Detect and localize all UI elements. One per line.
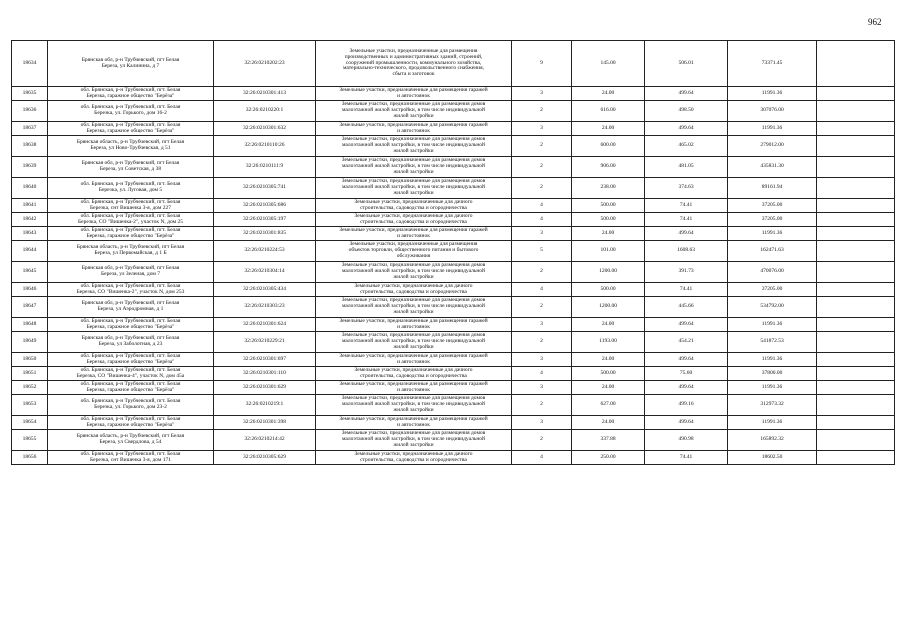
row-number: 18655	[12, 430, 48, 451]
row-number: 18642	[12, 213, 48, 227]
table-row	[12, 381, 895, 395]
cadastral-value-cell: 435831.30	[728, 157, 817, 178]
row-number: 18652	[12, 381, 48, 395]
table-row	[12, 318, 895, 332]
area-cell: 24.00	[572, 122, 645, 136]
group-cell: 4	[512, 199, 572, 213]
area-cell: 24.00	[572, 87, 645, 101]
row-number: 18644	[12, 241, 48, 262]
row-number: 18651	[12, 367, 48, 381]
empty-cell	[817, 353, 895, 367]
rate-cell: 499.64	[645, 381, 728, 395]
cadastral-value-cell: 73371.45	[728, 41, 817, 87]
empty-cell	[817, 297, 895, 318]
area-cell: 500.00	[572, 199, 645, 213]
land-purpose-cell: Земельные участки, предназначенные для дачного строительства, садоводства и огородничества	[316, 199, 512, 213]
address-cell: обл. Брянская, р-н Трубчевский, пгт. Белая Березка, гаражное общество "Берёза"	[48, 416, 214, 430]
rate-cell: 506.01	[645, 41, 728, 87]
cadastral-value-cell: 470076.00	[728, 262, 817, 283]
cadastral-value-cell: 37205.00	[728, 283, 817, 297]
group-cell: 2	[512, 178, 572, 199]
land-purpose-cell: Земельные участки, предназначенные для размещения объектов торговли, общественного питания и бытового обслуживания	[316, 241, 512, 262]
group-cell: 3	[512, 353, 572, 367]
empty-cell	[817, 430, 895, 451]
table-row	[12, 367, 895, 381]
land-purpose-cell: Земельные участки, предназначенные для размещения гаражей и автостоянок	[316, 87, 512, 101]
cadastral-value-cell: 162471.63	[728, 241, 817, 262]
rate-cell: 74.41	[645, 283, 728, 297]
row-number: 18653	[12, 395, 48, 416]
area-cell: 24.00	[572, 381, 645, 395]
empty-cell	[817, 227, 895, 241]
table-row	[12, 451, 895, 465]
row-number: 18656	[12, 451, 48, 465]
address-cell: обл. Брянская, р-н Трубчевский, пгт. Белая Березка, СО "Вишенка-4", участок N, дом 45а	[48, 367, 214, 381]
row-number: 18640	[12, 178, 48, 199]
address-cell: обл. Брянская, р-н Трубчевский, пгт. Белая Березка, гаражное общество "Берёза"	[48, 227, 214, 241]
table-row	[12, 157, 895, 178]
area-cell: 600.00	[572, 136, 645, 157]
cadastral-number-cell: 32:26:0210110:26	[214, 136, 316, 157]
table-row	[12, 41, 895, 87]
cadastral-value-cell: 541872.53	[728, 332, 817, 353]
address-cell: Брянская область, р-н Трубчевский, пгт Белая Береза, ул Свердлова, д 54	[48, 430, 214, 451]
address-cell: Брянская область, р-н Трубчевский, пгт Белая Береза, ул Первомайская, д 1 Б	[48, 241, 214, 262]
cadastral-value-cell: 534792.00	[728, 297, 817, 318]
address-cell: обл. Брянская, р-н Трубчевский, пгт. Белая Березка, гаражное общество "Берёза"	[48, 122, 214, 136]
cadastral-value-cell: 11991.36	[728, 122, 817, 136]
table-row	[12, 241, 895, 262]
row-number: 18641	[12, 199, 48, 213]
row-number: 18635	[12, 87, 48, 101]
empty-cell	[817, 101, 895, 122]
address-cell: Брянская обл, р-н Трубчевский, пгт Белая Береза, ул Аэродромная, д 1	[48, 297, 214, 318]
cadastral-number-cell: 32:26:0210229:21	[214, 332, 316, 353]
address-cell: Брянская область, р-н Трубчевский, пгт Белая Береза, ул Ново-Трубчевская, д 51	[48, 136, 214, 157]
land-purpose-cell: Земельные участки, предназначенные для размещения домов малоэтажной жилой застройки, в том числе индивидуальной жилой застройки	[316, 332, 512, 353]
table-body	[12, 41, 895, 465]
area-cell: 627.00	[572, 395, 645, 416]
area-cell: 616.00	[572, 101, 645, 122]
row-number: 18645	[12, 262, 48, 283]
empty-cell	[817, 332, 895, 353]
row-number: 18643	[12, 227, 48, 241]
group-cell: 2	[512, 262, 572, 283]
cadastral-number-cell: 32:26:0210301:413	[214, 87, 316, 101]
cadastral-number-cell: 32:26:0210224:53	[214, 241, 316, 262]
rate-cell: 499.16	[645, 395, 728, 416]
row-number: 18637	[12, 122, 48, 136]
group-cell: 5	[512, 241, 572, 262]
rate-cell: 499.64	[645, 353, 728, 367]
area-cell: 500.00	[572, 213, 645, 227]
address-cell: обл. Брянская, р-н Трубчевский, пгт. Белая Березка, гаражное общество "Берёза"	[48, 381, 214, 395]
address-cell: обл. Брянская, р-н Трубчевский, пгт. Белая Березка, ул. Горького, дом 23-2	[48, 395, 214, 416]
land-purpose-cell: Земельные участки, предназначенные для размещения домов малоэтажной жилой застройки, в том числе индивидуальной жилой застройки	[316, 430, 512, 451]
cadastral-value-cell: 37800.00	[728, 367, 817, 381]
group-cell: 2	[512, 136, 572, 157]
group-cell: 4	[512, 213, 572, 227]
address-cell: обл. Брянская, р-н Трубчевский, пгт. Белая Березка, ул. Горького, дом 16-2	[48, 101, 214, 122]
empty-cell	[817, 41, 895, 87]
group-cell: 2	[512, 157, 572, 178]
group-cell: 2	[512, 297, 572, 318]
land-purpose-cell: Земельные участки, предназначенные для размещения гаражей и автостоянок	[316, 227, 512, 241]
cadastral-number-cell: 32:26:0210305:197	[214, 213, 316, 227]
cadastral-number-cell: 32:26:0210305:741	[214, 178, 316, 199]
empty-cell	[817, 381, 895, 395]
cadastral-value-cell: 18602.50	[728, 451, 817, 465]
cadastral-number-cell: 32:26:0210301:629	[214, 381, 316, 395]
address-cell: обл. Брянская, р-н Трубчевский, пгт. Белая Березка, гаражное общество "Берёза"	[48, 318, 214, 332]
group-cell: 3	[512, 318, 572, 332]
area-cell: 906.00	[572, 157, 645, 178]
cadastral-value-cell: 11991.36	[728, 87, 817, 101]
cadastral-value-cell: 11991.36	[728, 353, 817, 367]
rate-cell: 74.41	[645, 451, 728, 465]
table-row	[12, 430, 895, 451]
cadastral-number-cell: 32:26:0210304:14	[214, 262, 316, 283]
cadastral-value-cell: 279012.00	[728, 136, 817, 157]
land-purpose-cell: Земельные участки, предназначенные для размещения домов малоэтажной жилой застройки, в том числе индивидуальной жилой застройки	[316, 395, 512, 416]
land-purpose-cell: Земельные участки, предназначенные для размещения гаражей и автостоянок	[316, 353, 512, 367]
address-cell: обл. Брянская, р-н Трубчевский, пгт. Белая Березка, гаражное общество "Берёза"	[48, 353, 214, 367]
cadastral-value-cell: 11991.36	[728, 318, 817, 332]
group-cell: 9	[512, 41, 572, 87]
group-cell: 3	[512, 87, 572, 101]
rate-cell: 74.41	[645, 213, 728, 227]
cadastral-number-cell: 32:26:0210214:42	[214, 430, 316, 451]
empty-cell	[817, 87, 895, 101]
empty-cell	[817, 199, 895, 213]
row-number: 18650	[12, 353, 48, 367]
cadastral-number-cell: 32:26:0210305:434	[214, 283, 316, 297]
cadastral-value-cell: 307076.00	[728, 101, 817, 122]
table-row	[12, 416, 895, 430]
table-row	[12, 353, 895, 367]
area-cell: 1193.00	[572, 332, 645, 353]
group-cell: 4	[512, 283, 572, 297]
empty-cell	[817, 416, 895, 430]
empty-cell	[817, 157, 895, 178]
empty-cell	[817, 136, 895, 157]
land-purpose-cell: Земельные участки, предназначенные для дачного строительства, садоводства и огородничества	[316, 213, 512, 227]
row-number: 18646	[12, 283, 48, 297]
address-cell: обл. Брянская, р-н Трубчевский, пгт. Белая Березка, снт Вишенка 3-я, дом 227	[48, 199, 214, 213]
rate-cell: 499.64	[645, 318, 728, 332]
area-cell: 238.00	[572, 178, 645, 199]
cadastral-number-cell: 32:26:0210111:9	[214, 157, 316, 178]
empty-cell	[817, 395, 895, 416]
cadastral-number-cell: 32:26:0210220:1	[214, 101, 316, 122]
empty-cell	[817, 262, 895, 283]
land-purpose-cell: Земельные участки, предназначенные для размещения домов малоэтажной жилой застройки, в том числе индивидуальной жилой застройки	[316, 178, 512, 199]
empty-cell	[817, 318, 895, 332]
rate-cell: 499.64	[645, 416, 728, 430]
land-purpose-cell: Земельные участки, предназначенные для размещения домов малоэтажной жилой застройки, в том числе индивидуальной жилой застройки	[316, 262, 512, 283]
rate-cell: 391.73	[645, 262, 728, 283]
cadastral-value-cell: 11991.36	[728, 416, 817, 430]
group-cell: 3	[512, 122, 572, 136]
address-cell: Брянская обл, р-н Трубчевский, пгт Белая Береза, ул Советская, д 38	[48, 157, 214, 178]
empty-cell	[817, 451, 895, 465]
group-cell: 2	[512, 395, 572, 416]
rate-cell: 499.64	[645, 87, 728, 101]
land-purpose-cell: Земельные участки, предназначенные для дачного строительства, садоводства и огородничества	[316, 367, 512, 381]
empty-cell	[817, 122, 895, 136]
group-cell: 2	[512, 430, 572, 451]
table-row	[12, 136, 895, 157]
rate-cell: 499.64	[645, 227, 728, 241]
table-row	[12, 178, 895, 199]
row-number: 18647	[12, 297, 48, 318]
cadastral-number-cell: 32:26:0210301:110	[214, 367, 316, 381]
rate-cell: 465.02	[645, 136, 728, 157]
table-row	[12, 395, 895, 416]
table-row	[12, 283, 895, 297]
row-number: 18636	[12, 101, 48, 122]
cadastral-value-cell: 312973.32	[728, 395, 817, 416]
cadastral-number-cell: 32:26:0210301:835	[214, 227, 316, 241]
cadastral-value-cell: 89161.94	[728, 178, 817, 199]
group-cell: 3	[512, 227, 572, 241]
land-purpose-cell: Земельные участки, предназначенные для размещения гаражей и автостоянок	[316, 416, 512, 430]
empty-cell	[817, 283, 895, 297]
row-number: 18648	[12, 318, 48, 332]
address-cell: Брянская обл, р-н Трубчевский, пгт Белая Береза, ул Калинина, д 7	[48, 41, 214, 87]
address-cell: обл. Брянская, р-н Трубчевский, пгт. Белая Березка, СО "Вишенка-2", участок N, дом 25	[48, 213, 214, 227]
area-cell: 500.00	[572, 283, 645, 297]
table-row	[12, 199, 895, 213]
rate-cell: 454.21	[645, 332, 728, 353]
rate-cell: 1608.63	[645, 241, 728, 262]
cadastral-value-cell: 37205.00	[728, 213, 817, 227]
land-purpose-cell: Земельные участки, предназначенные для размещения гаражей и автостоянок	[316, 318, 512, 332]
table-row	[12, 332, 895, 353]
cadastral-value-cell: 11991.36	[728, 381, 817, 395]
group-cell: 3	[512, 416, 572, 430]
land-purpose-cell: Земельные участки, предназначенные для дачного строительства, садоводства и огородничества	[316, 451, 512, 465]
rate-cell: 445.66	[645, 297, 728, 318]
table-row	[12, 101, 895, 122]
table-row	[12, 87, 895, 101]
cadastral-value-table	[11, 40, 895, 465]
group-cell: 4	[512, 367, 572, 381]
land-purpose-cell: Земельные участки, предназначенные для размещения домов малоэтажной жилой застройки, в том числе индивидуальной жилой застройки	[316, 101, 512, 122]
address-cell: обл. Брянская, р-н Трубчевский, пгт. Белая Березка, снт Вишенка 3-я, дом 171	[48, 451, 214, 465]
cadastral-number-cell: 32:26:0210301:697	[214, 353, 316, 367]
area-cell: 101.00	[572, 241, 645, 262]
land-purpose-cell: Земельные участки, предназначенные для дачного строительства, садоводства и огородничества	[316, 283, 512, 297]
row-number: 18638	[12, 136, 48, 157]
address-cell: обл. Брянская, р-н Трубчевский, пгт. Белая Березка, ул. Луговая, дом 5	[48, 178, 214, 199]
address-cell: Брянская обл, р-н Трубчевский, пгт Белая Береза, ул Зеленая, дом 7	[48, 262, 214, 283]
land-purpose-cell: Земельные участки, предназначенные для размещения гаражей и автостоянок	[316, 122, 512, 136]
land-purpose-cell: Земельные участки, предназначенные для размещения домов малоэтажной жилой застройки, в том числе индивидуальной жилой застройки	[316, 136, 512, 157]
area-cell: 1200.00	[572, 262, 645, 283]
address-cell: обл. Брянская, р-н Трубчевский, пгт. Белая Березка, гаражное общество "Берёза"	[48, 87, 214, 101]
area-cell: 145.00	[572, 41, 645, 87]
table-row	[12, 213, 895, 227]
cadastral-number-cell: 32:26:0210305:629	[214, 451, 316, 465]
empty-cell	[817, 213, 895, 227]
cadastral-number-cell: 32:26:0210301:632	[214, 122, 316, 136]
row-number: 18634	[12, 41, 48, 87]
cadastral-value-cell: 11991.36	[728, 227, 817, 241]
row-number: 18639	[12, 157, 48, 178]
table-row	[12, 122, 895, 136]
area-cell: 24.00	[572, 227, 645, 241]
cadastral-number-cell: 32:26:0210202:23	[214, 41, 316, 87]
cadastral-value-cell: 37205.00	[728, 199, 817, 213]
cadastral-number-cell: 32:26:0210219:1	[214, 395, 316, 416]
land-purpose-cell: Земельные участки, предназначенные для размещения домов малоэтажной жилой застройки, в том числе индивидуальной жилой застройки	[316, 157, 512, 178]
group-cell: 2	[512, 101, 572, 122]
cadastral-number-cell: 32:26:0210301:624	[214, 318, 316, 332]
table-row	[12, 262, 895, 283]
empty-cell	[817, 367, 895, 381]
group-cell: 3	[512, 381, 572, 395]
rate-cell: 75.60	[645, 367, 728, 381]
area-cell: 337.88	[572, 430, 645, 451]
table-row	[12, 227, 895, 241]
rate-cell: 499.64	[645, 122, 728, 136]
group-cell: 4	[512, 451, 572, 465]
area-cell: 1200.00	[572, 297, 645, 318]
rate-cell: 374.63	[645, 178, 728, 199]
land-purpose-cell: Земельные участки, предназначенные для размещения домов малоэтажной жилой застройки, в том числе индивидуальной жилой застройки	[316, 297, 512, 318]
address-cell: обл. Брянская, р-н Трубчевский, пгт. Белая Березка, СО "Вишенка-2", участок N, дом 253	[48, 283, 214, 297]
row-number: 18654	[12, 416, 48, 430]
land-purpose-cell: Земельные участки, предназначенные для размещения производственных и административных зданий, строений, сооружений промышленности, коммунального хозяйства, материально-технического, продовольственного снабжения, сбыта и заготовок	[316, 41, 512, 87]
area-cell: 500.00	[572, 367, 645, 381]
area-cell: 24.00	[572, 353, 645, 367]
cadastral-number-cell: 32:26:0210305:686	[214, 199, 316, 213]
rate-cell: 74.41	[645, 199, 728, 213]
area-cell: 24.00	[572, 416, 645, 430]
row-number: 18649	[12, 332, 48, 353]
rate-cell: 481.05	[645, 157, 728, 178]
rate-cell: 490.98	[645, 430, 728, 451]
cadastral-value-cell: 165892.32	[728, 430, 817, 451]
table-row	[12, 297, 895, 318]
empty-cell	[817, 178, 895, 199]
address-cell: Брянская обл, р-н Трубчевский, пгт Белая Береза, ул Заболотная, д 23	[48, 332, 214, 353]
area-cell: 24.00	[572, 318, 645, 332]
land-purpose-cell: Земельные участки, предназначенные для размещения гаражей и автостоянок	[316, 381, 512, 395]
page-number: 962	[868, 17, 882, 27]
group-cell: 2	[512, 332, 572, 353]
cadastral-number-cell: 32:26:0210301:398	[214, 416, 316, 430]
cadastral-number-cell: 32:26:0210303:23	[214, 297, 316, 318]
empty-cell	[817, 241, 895, 262]
rate-cell: 498.50	[645, 101, 728, 122]
area-cell: 250.00	[572, 451, 645, 465]
